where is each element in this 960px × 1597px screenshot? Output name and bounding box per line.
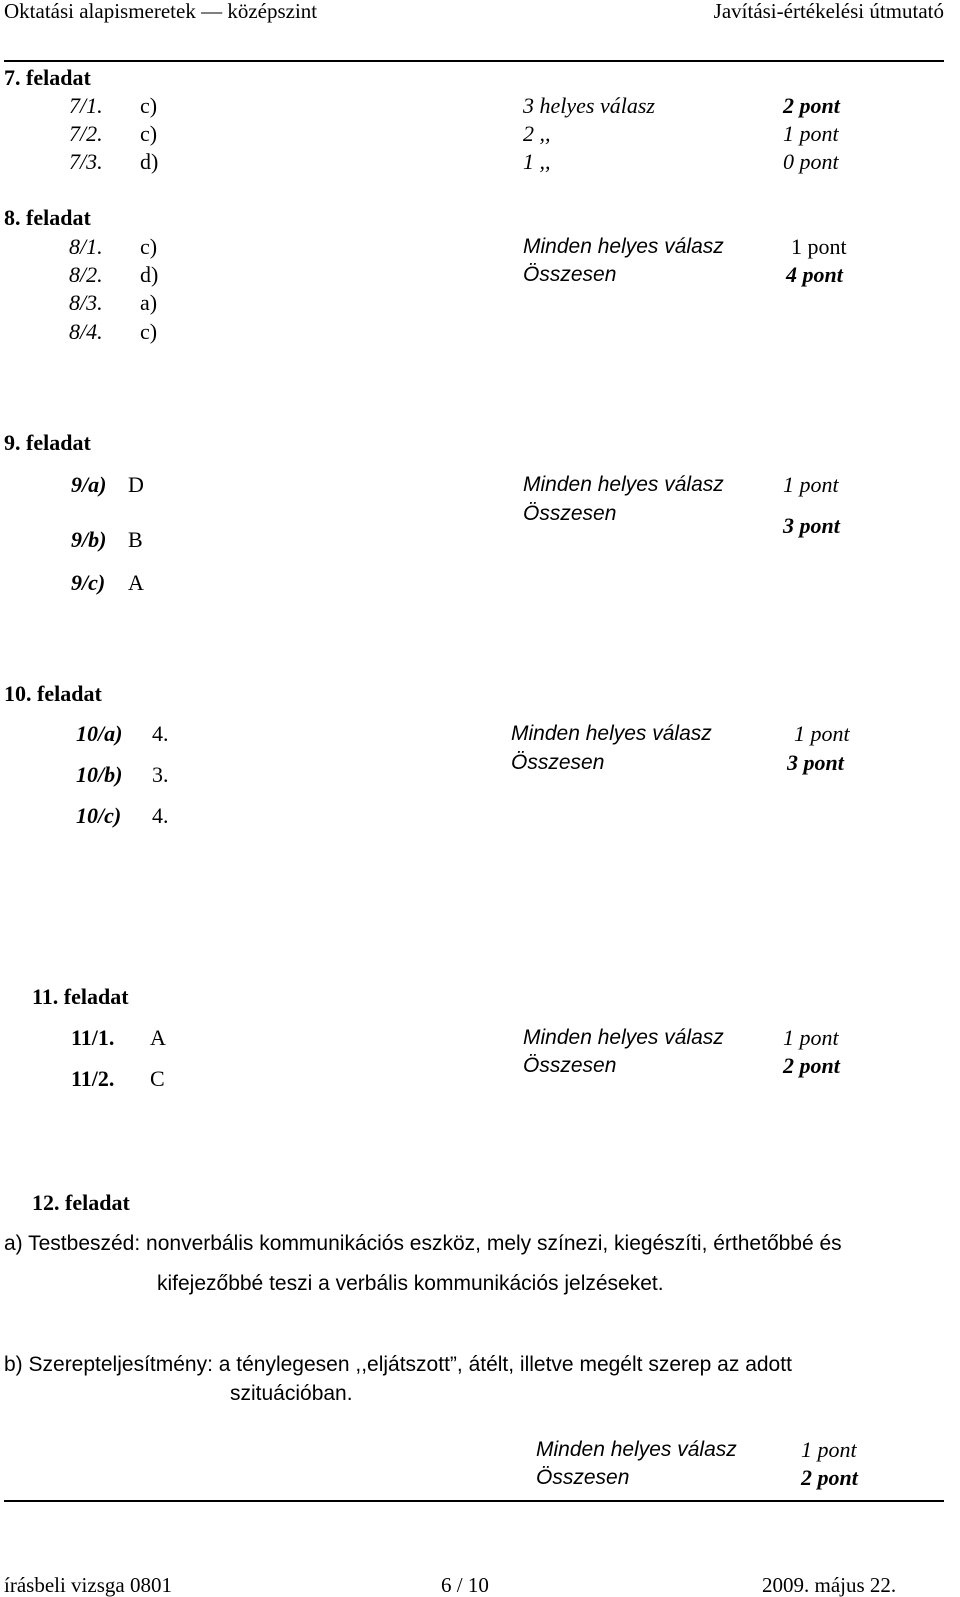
task8-title: 8. feladat	[4, 205, 91, 230]
task9-total-pts: 3 pont	[783, 513, 840, 538]
footer-date: 2009. május 22.	[762, 1573, 897, 1597]
task7-mid-2: 2 ,,	[523, 121, 551, 146]
task8-ans-1: c)	[140, 234, 158, 259]
task7-mid-1: 3 helyes válasz	[523, 93, 655, 118]
task7-pts-3: 0 pont	[783, 149, 839, 174]
task9-num-b: 9/b)	[71, 527, 107, 552]
task11-num-2: 11/2.	[71, 1066, 115, 1091]
task7-num-3: 7/3.	[69, 149, 103, 174]
footer-page-number: 6 / 10	[441, 1573, 489, 1597]
task10-ans-a: 4.	[152, 721, 169, 746]
task10-num-a: 10/a)	[76, 721, 123, 746]
task10-total-pts: 3 pont	[787, 750, 844, 775]
task9-ans-c: A	[128, 570, 144, 595]
task12-each-pts: 1 pont	[801, 1437, 857, 1462]
task8-num-2: 8/2.	[69, 262, 103, 287]
task8-ans-2: d)	[140, 262, 159, 287]
task9-each-label: Minden helyes válasz	[523, 473, 724, 496]
task10-title: 10. feladat	[4, 681, 102, 706]
footer-left: írásbeli vizsga 0801	[4, 1573, 172, 1597]
task11-title: 11. feladat	[32, 984, 129, 1009]
task8-ans-4: c)	[140, 319, 158, 344]
task11-num-1: 11/1.	[71, 1025, 115, 1050]
task8-num-3: 8/3.	[69, 290, 103, 315]
footer-rule	[4, 1500, 944, 1502]
task9-each-pts: 1 pont	[783, 472, 839, 497]
task12-a-line1: a) Testbeszéd: nonverbális kommunikációs eszköz, mely színezi, kiegészíti, érthetőbbé és	[4, 1232, 842, 1255]
task7-ans-3: d)	[140, 149, 159, 174]
task7-ans-1: c)	[140, 93, 158, 118]
task11-total-label: Összesen	[523, 1054, 617, 1077]
task7-ans-2: c)	[140, 121, 158, 146]
task8-each-label: Minden helyes válasz	[523, 235, 724, 258]
task9-total-label: Összesen	[523, 502, 617, 525]
task8-ans-3: a)	[140, 290, 158, 315]
task9-ans-a: D	[128, 472, 144, 497]
task10-num-b: 10/b)	[76, 762, 123, 787]
task12-b-line2: szituációban.	[230, 1382, 353, 1405]
task10-ans-c: 4.	[152, 803, 169, 828]
task11-ans-2: C	[150, 1066, 165, 1091]
task11-ans-1: A	[150, 1025, 166, 1050]
task12-title: 12. feladat	[32, 1190, 130, 1215]
task10-each-label: Minden helyes válasz	[511, 722, 712, 745]
header-left: Oktatási alapismeretek — középszint	[4, 0, 318, 23]
task12-each-label: Minden helyes válasz	[536, 1438, 737, 1461]
task7-num-1: 7/1.	[69, 93, 103, 118]
task12-total-pts: 2 pont	[801, 1465, 858, 1490]
task9-num-a: 9/a)	[71, 472, 107, 497]
task12-a-line2: kifejezőbbé teszi a verbális kommunikációs jelzéseket.	[157, 1272, 664, 1295]
task10-num-c: 10/c)	[76, 803, 122, 828]
task8-total-pts: 4 pont	[786, 262, 843, 287]
header-right: Javítási-értékelési útmutató	[713, 0, 944, 23]
task8-total-label: Összesen	[523, 263, 617, 286]
task10-ans-b: 3.	[152, 762, 169, 787]
task7-pts-2: 1 pont	[783, 121, 839, 146]
task11-total-pts: 2 pont	[783, 1053, 840, 1078]
header-rule	[4, 60, 944, 62]
task8-each-pts: 1 pont	[791, 234, 847, 259]
task12-total-label: Összesen	[536, 1466, 630, 1489]
task12-b-line1: b) Szerepteljesítmény: a ténylegesen ,,eljátszott”, átélt, illetve megélt szerep az adott	[4, 1353, 792, 1376]
task7-mid-3: 1 ,,	[523, 149, 551, 174]
task9-num-c: 9/c)	[71, 570, 106, 595]
task7-title: 7. feladat	[4, 65, 91, 90]
task10-total-label: Összesen	[511, 751, 605, 774]
task7-pts-1: 2 pont	[783, 93, 840, 118]
task11-each-pts: 1 pont	[783, 1025, 839, 1050]
task8-num-1: 8/1.	[69, 234, 103, 259]
task7-num-2: 7/2.	[69, 121, 103, 146]
task11-each-label: Minden helyes válasz	[523, 1026, 724, 1049]
task10-each-pts: 1 pont	[794, 721, 850, 746]
task8-num-4: 8/4.	[69, 319, 103, 344]
task9-title: 9. feladat	[4, 430, 91, 455]
task9-ans-b: B	[128, 527, 143, 552]
